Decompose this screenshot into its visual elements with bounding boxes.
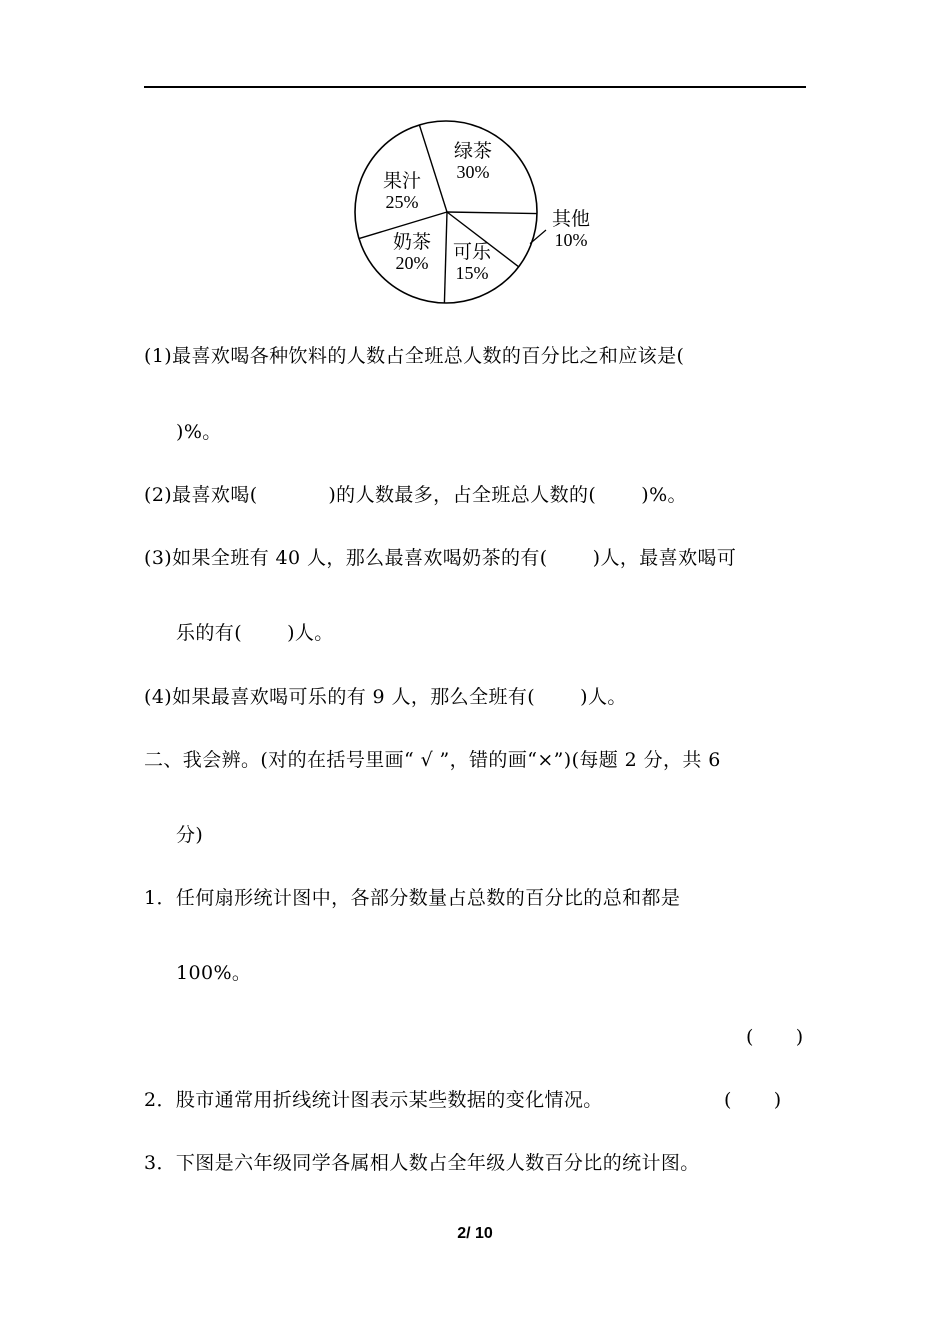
- pie-slice-percent: 15%: [455, 263, 489, 283]
- item-1-answer-paren: ( ): [746, 1026, 804, 1048]
- pie-slice-percent: 10%: [554, 230, 588, 250]
- pie-slice-label: 奶茶: [392, 231, 432, 253]
- section-2-heading-line-1: 二、我会辨。(对的在括号里画“ √ ”，错的画“×”)(每题 2 分，共 6: [144, 749, 721, 771]
- question-1-line-2: )%。: [176, 421, 222, 443]
- section-2-heading-line-2: 分): [176, 824, 204, 846]
- page-number: 2/ 10: [457, 1225, 493, 1242]
- pie-slice-percent: 20%: [395, 253, 429, 273]
- item-2: 2．股市通常用折线统计图表示某些数据的变化情况。: [144, 1089, 603, 1111]
- item-3: 3．下图是六年级同学各属相人数占全年级人数百分比的统计图。: [144, 1152, 700, 1174]
- item-1-line-1: 1．任何扇形统计图中，各部分数量占总数的百分比的总和都是: [144, 887, 681, 909]
- pie-slice-label: 果汁: [382, 170, 422, 192]
- pie-slice-label: 可乐: [452, 241, 492, 263]
- question-2: (2)最喜欢喝( )的人数最多，占全班总人数的( )%。: [144, 484, 687, 506]
- question-3-line-1: (3)如果全班有 40 人，那么最喜欢喝奶茶的有( )人，最喜欢喝可: [144, 547, 737, 569]
- question-4: (4)如果最喜欢喝可乐的有 9 人，那么全班有( )人。: [144, 686, 627, 708]
- pie-slice-percent: 25%: [385, 192, 419, 212]
- pie-slice-label: 其他: [551, 208, 591, 230]
- question-3-line-2: 乐的有( )人。: [176, 622, 334, 644]
- header-rule: [144, 86, 806, 88]
- item-2-answer-paren: ( ): [724, 1089, 782, 1111]
- pie-chart: [340, 110, 620, 315]
- item-1-line-2: 100%。: [176, 962, 252, 984]
- pie-slice-label: 绿茶: [453, 140, 493, 162]
- question-1-line-1: (1)最喜欢喝各种饮料的人数占全班总人数的百分比之和应该是(: [144, 345, 685, 367]
- pie-slice-percent: 30%: [456, 162, 490, 182]
